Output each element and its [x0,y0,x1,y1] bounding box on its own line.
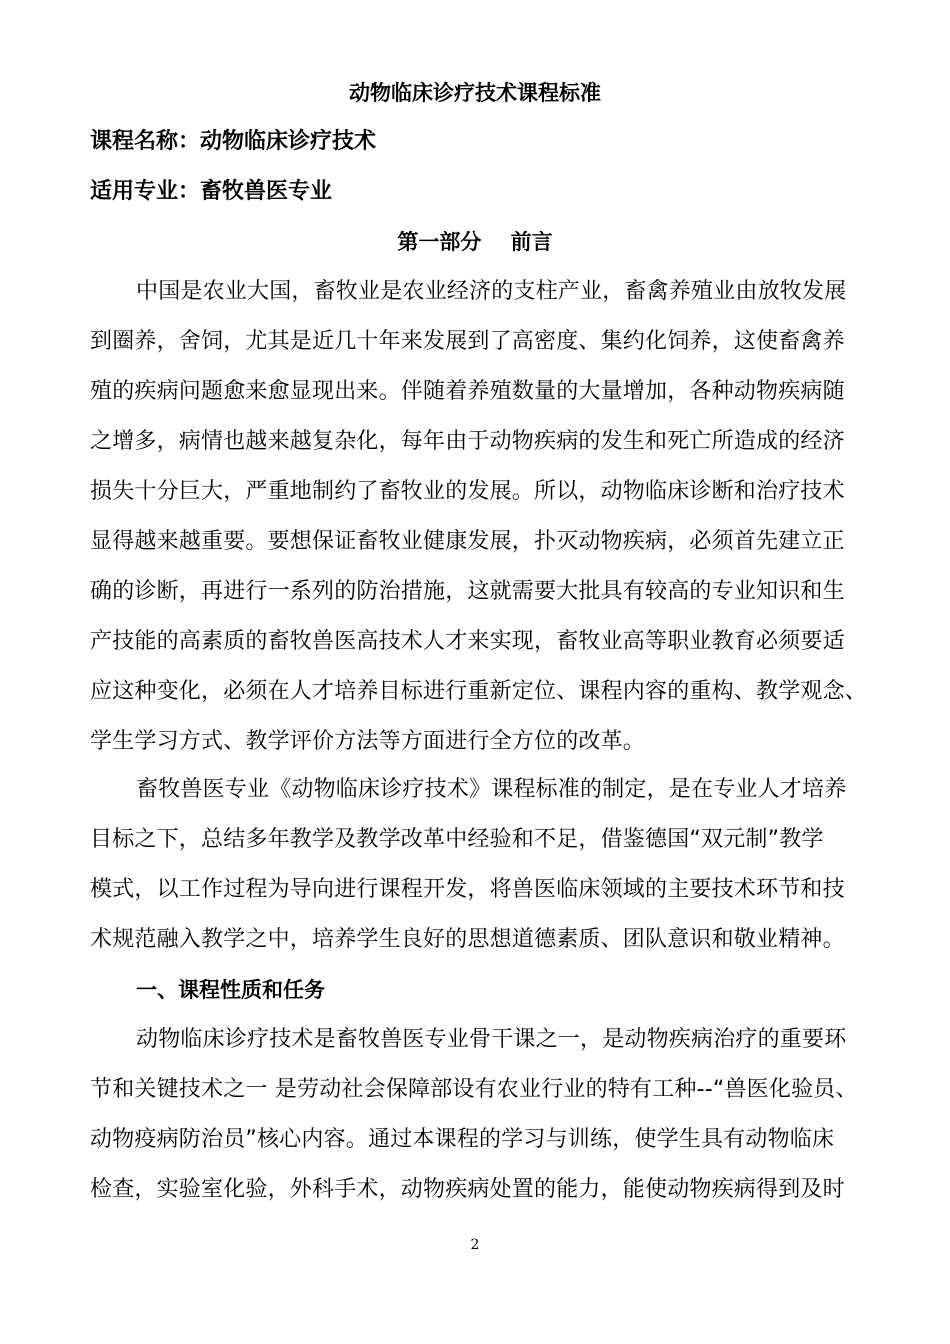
paragraph1-line: 到圈养，舍饲，尤其是近几十年来发展到了高密度、集约化饲养，这使畜禽养 [90,329,845,354]
paragraph1-line: 之增多，病情也越来越复杂化，每年由于动物疾病的发生和死亡所造成的经济 [90,429,845,454]
paragraph2-line: 目标之下，总结多年教学及教学改革中经验和不足，借鉴德国“双元制”教学 [90,827,824,852]
paragraph3-line: 检查，实验室化验，外科手术，动物疾病处置的能力，能使动物疾病得到及时 [90,1177,845,1202]
major-line: 适用专业：畜牧兽医专业 [90,179,333,204]
course-name-line: 课程名称：动物临床诊疗技术 [90,129,377,154]
section-title-preface: 第一部分 前言 [397,230,553,254]
section-heading: 一、课程性质和任务 [136,978,325,1002]
page-number: 2 [470,1237,480,1253]
paragraph3-line: 动物疫病防治员”核心内容。通过本课程的学习与训练，使学生具有动物临床 [90,1127,835,1152]
paragraph1-line: 确的诊断，再进行一系列的防治措施，这就需要大批具有较高的专业知识和生 [90,579,845,604]
paragraph3-line: 节和关键技术之一 是劳动社会保障部设有农业行业的特有工种--“兽医化验员、 [90,1077,858,1102]
paragraph1-line: 损失十分巨大，严重地制约了畜牧业的发展。所以，动物临床诊断和治疗技术 [90,479,845,504]
document-title: 动物临床诊疗技术课程标准 [349,81,601,105]
paragraph1-line: 显得越来越重要。要想保证畜牧业健康发展，扑灭动物疾病，必须首先建立正 [90,529,845,554]
paragraph3-line: 动物临床诊疗技术是畜牧兽医专业骨干课之一，是动物疾病治疗的重要环 [136,1027,847,1052]
paragraph1-line: 中国是农业大国，畜牧业是农业经济的支柱产业，畜禽养殖业由放牧发展 [136,279,847,304]
paragraph1-line: 应这种变化，必须在人才培养目标进行重新定位、课程内容的重构、教学观念、 [90,679,868,704]
paragraph2-line: 畜牧兽医专业《动物临床诊疗技术》课程标准的制定，是在专业人才培养 [136,777,847,802]
paragraph1-line: 学生学习方式、教学评价方法等方面进行全方位的改革。 [90,729,646,754]
paragraph1-line: 殖的疾病问题愈来愈显现出来。伴随着养殖数量的大量增加，各种动物疾病随 [90,379,845,404]
paragraph2-line: 模式，以工作过程为导向进行课程开发，将兽医临床领域的主要技术环节和技 [90,877,845,902]
paragraph1-line: 产技能的高素质的畜牧兽医高技术人才来实现，畜牧业高等职业教育必须要适 [90,629,845,654]
paragraph2-line: 术规范融入教学之中，培养学生良好的思想道德素质、团队意识和敬业精神。 [90,927,845,952]
